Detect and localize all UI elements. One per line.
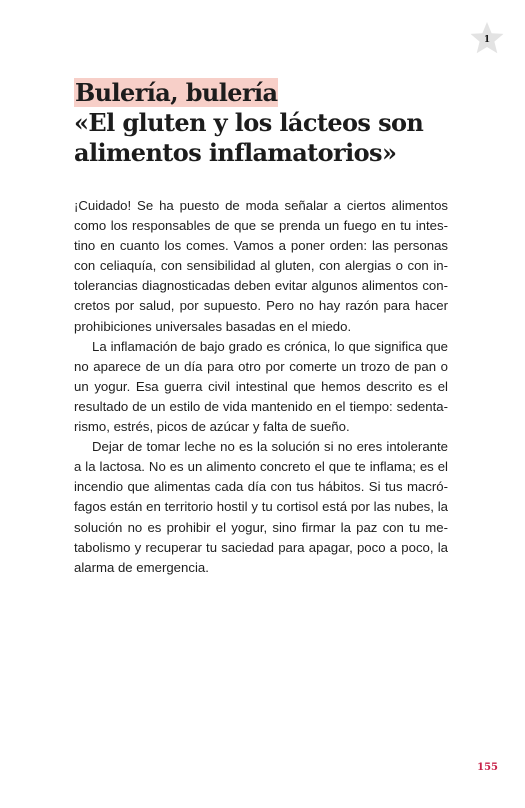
heading-line-1 [74,78,474,108]
section-heading [74,78,474,168]
star-badge-label: 1 [483,35,491,45]
body-text [74,196,448,578]
paragraph-1: ¡Cuidado! Se ha puesto de moda señalar a ciertos alimentos como los responsables de que se prenda un fuego en tu intestino en cuanto los comes. Vamos a poner orden: las personas con celiaquía, con sensibilidad al gluten, con alergias o con intolerancias diagnosticadas deben evitar algunos alimentos concretos por salud, por supuesto. Pero no hay razón para hacer prohibiciones universales basadas en el miedo. [74,198,448,334]
heading-quote-line-2: alimentos inflamatorios» [74,138,397,167]
heading-highlighted-title: Bulería, bulería [75,78,278,107]
paragraph-3: Dejar de tomar leche no es la solución si no eres intolerante a la lactosa. No es un alimento concreto el que te inflama; es el incendio que alimentas cada día con tus hábitos. Si tus macrófagos están en territorio hostil y tu cortisol está por las nubes, la solución no es prohibir el yogur, sino firmar la paz con tu metabolismo y recuperar tu saciedad para apagar, poco a poco, la alarma de emergencia. [74,439,448,575]
heading-quote-line-1: «El gluten y los lácteos son [74,108,424,137]
chapter-star-badge [469,21,505,57]
paragraph-2: La inflamación de bajo grado es crónica, lo que significa que no aparece de un día para otro por comerte un trozo de pan o un yogur. Esa guerra civil intestinal que hemos descrito es el resultado de un estilo de vida mantenido en el tiempo: sedentarismo, estrés, picos de azúcar y falta de sueño. [74,338,448,435]
page-number: 155 [477,762,498,773]
